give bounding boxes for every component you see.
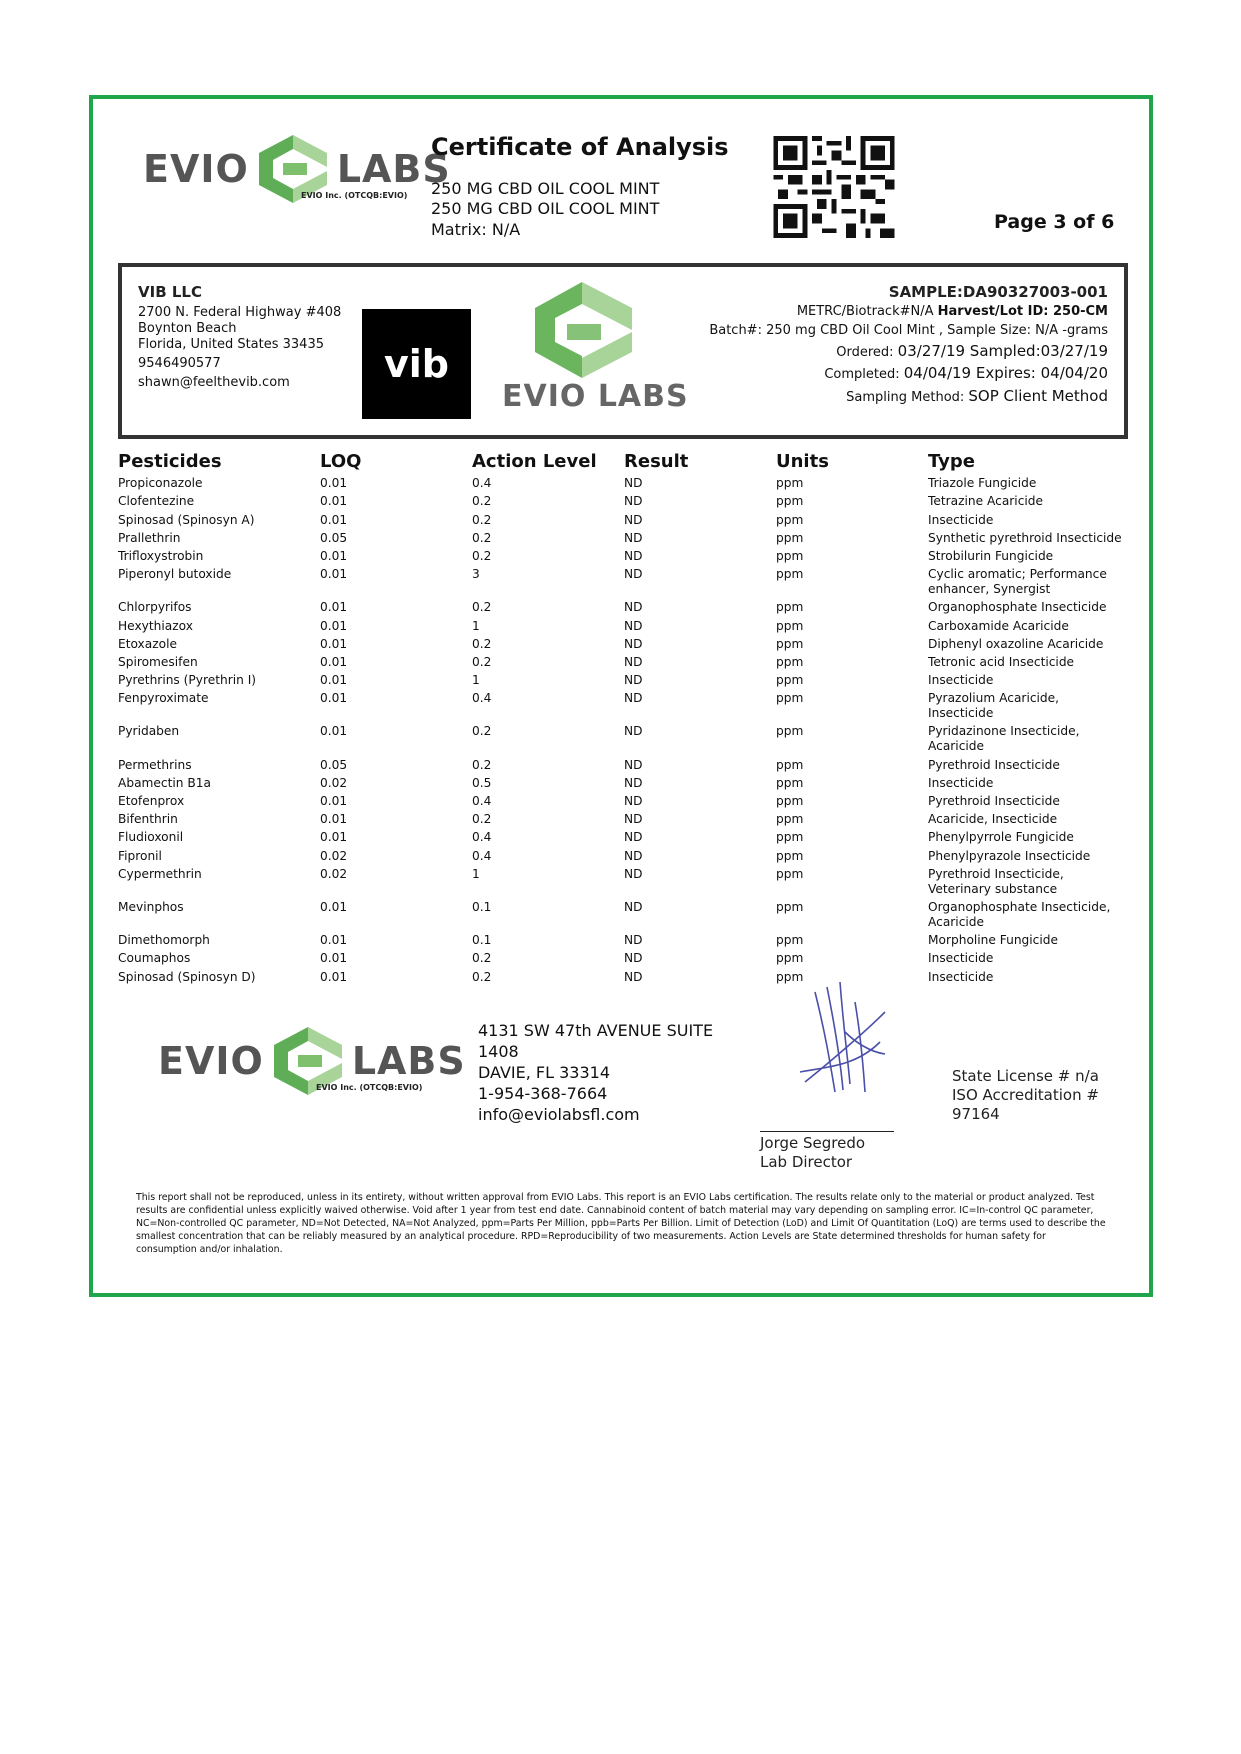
result-value: ND — [624, 724, 643, 739]
client-email: shawn@feelthevib.com — [138, 375, 290, 390]
table-row — [118, 655, 1128, 670]
units-value: ppm — [776, 530, 804, 545]
pesticide-name: Dimethomorph — [118, 933, 210, 948]
type-value: Organophosphate Insecticide — [928, 600, 1107, 615]
table-row — [118, 549, 1128, 564]
harvest-lot-line — [797, 304, 1108, 319]
header-type: Type — [928, 451, 975, 472]
lab-address-line3: DAVIE, FL 33314 — [478, 1063, 611, 1082]
loq-value: 0.01 — [320, 548, 348, 563]
table-row — [118, 849, 1128, 864]
units-value: ppm — [776, 636, 804, 651]
action-level-value: 0.4 — [472, 848, 492, 863]
units-value: ppm — [776, 830, 804, 845]
lab-phone: 1-954-368-7664 — [478, 1084, 608, 1103]
product-name: 250 MG CBD OIL COOL MINT — [431, 179, 660, 198]
pesticide-name: Clofentezine — [118, 494, 195, 509]
action-level-value: 3 — [472, 567, 480, 582]
type-value: Insecticide — [928, 969, 994, 984]
units-value: ppm — [776, 618, 804, 633]
table-row — [118, 513, 1128, 528]
sampling-label: Sampling Method: — [846, 390, 969, 405]
action-level-value: 0.2 — [472, 757, 492, 772]
units-value: ppm — [776, 567, 804, 582]
pesticide-name: Propiconazole — [118, 476, 203, 491]
units-value: ppm — [776, 951, 804, 966]
ordered-label: Ordered: — [836, 345, 898, 360]
loq-value: 0.02 — [320, 866, 348, 881]
pesticide-name: Spinosad (Spinosyn A) — [118, 512, 255, 527]
page-number: Page 3 of 6 — [994, 211, 1115, 233]
state-license: State License # n/a — [952, 1067, 1099, 1085]
director-name: Jorge Segredo — [760, 1134, 866, 1152]
ordered-value: 03/27/19 Sampled:03/27/19 — [897, 342, 1108, 360]
loq-value: 0.01 — [320, 636, 348, 651]
result-value: ND — [624, 618, 643, 633]
action-level-value: 0.5 — [472, 775, 492, 790]
completed-label: Completed: — [824, 367, 904, 382]
loq-value: 0.01 — [320, 512, 348, 527]
header-units: Units — [776, 451, 829, 472]
units-value: ppm — [776, 654, 804, 669]
units-value: ppm — [776, 673, 804, 688]
units-value: ppm — [776, 548, 804, 563]
footer-logo-word-labs: LABS — [351, 1039, 466, 1083]
units-value: ppm — [776, 691, 804, 706]
type-value: Strobilurin Fungicide — [928, 548, 1054, 563]
loq-value: 0.01 — [320, 691, 348, 706]
result-value: ND — [624, 775, 643, 790]
pesticide-name: Spiromesifen — [118, 654, 198, 669]
header-loq: LOQ — [320, 451, 362, 472]
units-value: ppm — [776, 848, 804, 863]
pesticide-name: Prallethrin — [118, 530, 181, 545]
action-level-value: 0.4 — [472, 830, 492, 845]
type-value: Pyrethroid Insecticide — [928, 757, 1060, 772]
pesticide-name: Cypermethrin — [118, 866, 202, 881]
result-value: ND — [624, 848, 643, 863]
units-value: ppm — [776, 476, 804, 491]
pesticide-name: Fipronil — [118, 848, 162, 863]
client-logo — [362, 309, 471, 419]
loq-value: 0.01 — [320, 494, 348, 509]
table-body — [118, 476, 1128, 984]
client-logo-text: vib — [384, 342, 449, 386]
action-level-value: 0.2 — [472, 812, 492, 827]
pesticide-name: Mevinphos — [118, 899, 184, 914]
table-row — [118, 567, 1128, 597]
table-row — [118, 794, 1128, 809]
result-value: ND — [624, 969, 643, 984]
type-value: Morpholine Fungicide — [928, 933, 1059, 948]
lab-address-line1: 4131 SW 47th AVENUE SUITE — [478, 1021, 714, 1040]
iso-accreditation-label: ISO Accreditation # — [952, 1086, 1099, 1104]
table-row — [118, 812, 1128, 827]
table-row — [118, 900, 1128, 930]
table-row — [118, 724, 1128, 754]
metrc-label: METRC/Biotrack#N/A — [796, 304, 938, 319]
action-level-value: 0.2 — [472, 494, 492, 509]
action-level-value: 0.1 — [472, 899, 492, 914]
result-value: ND — [624, 812, 643, 827]
action-level-value: 0.2 — [472, 530, 492, 545]
table-row — [118, 673, 1128, 688]
action-level-value: 0.2 — [472, 951, 492, 966]
type-value: Triazole Fungicide — [928, 476, 1037, 491]
client-name: VIB LLC — [138, 283, 202, 301]
pesticide-name: Trifloxystrobin — [118, 548, 204, 563]
signature-line — [760, 1131, 894, 1132]
pesticide-name: Abamectin B1a — [118, 775, 211, 790]
type-value: Tetrazine Acaricide — [928, 494, 1044, 509]
sampling-value: SOP Client Method — [968, 387, 1108, 405]
disclaimer-text: This report shall not be reproduced, unless in its entirety, without written approval from EVIO Labs. This report is an EVIO Labs certification. The results relate only to the material or product analyzed. Test results are confidential unless explicitly waived otherwise. Void after 1 year from test end date. Cannabinoid content of batch material may vary depending on sampling error. IC=In-control QC parameter, NC=Non-controlled QC parameter, ND=Not Detected, NA=Not Analyzed, ppm=Parts Per Million, ppb=Parts Per Billion. Limit of Detection (LoD) and Limit Of Quantitation (LoQ) are terms used to describe the smallest concentration that can be reliably measured by an analytical procedure. RPD=Reproducibility of two measurements. Action Levels are State determined thresholds for human safety for consumption and/or inhalation. — [136, 1192, 1106, 1255]
units-value: ppm — [776, 899, 804, 914]
client-phone: 9546490577 — [138, 356, 221, 371]
pesticide-name: Spinosad (Spinosyn D) — [118, 969, 256, 984]
action-level-value: 0.2 — [472, 724, 492, 739]
type-value: Insecticide — [928, 673, 994, 688]
pesticide-name: Fludioxonil — [118, 830, 184, 845]
director-title: Lab Director — [760, 1153, 853, 1171]
result-value: ND — [624, 476, 643, 491]
loq-value: 0.01 — [320, 567, 348, 582]
pesticide-name: Bifenthrin — [118, 812, 178, 827]
batch-line: Batch#: 250 mg CBD Oil Cool Mint , Sample Size: N/A -grams — [709, 323, 1108, 338]
lab-email: info@eviolabsfl.com — [478, 1105, 640, 1124]
lab-director — [760, 1134, 865, 1172]
action-level-value: 1 — [472, 673, 480, 688]
type-value: Pyrethroid Insecticide, Veterinary substance — [928, 866, 1064, 896]
table-row — [118, 476, 1128, 491]
center-logo-text: EVIO LABS — [502, 379, 689, 414]
result-value: ND — [624, 636, 643, 651]
type-value: Pyridazinone Insecticide, Acaricide — [928, 724, 1080, 754]
result-value: ND — [624, 951, 643, 966]
action-level-value: 0.1 — [472, 933, 492, 948]
document-title: Certificate of Analysis — [431, 133, 729, 161]
type-value: Phenylpyrrole Fungicide — [928, 830, 1074, 845]
action-level-value: 0.4 — [472, 691, 492, 706]
loq-value: 0.01 — [320, 618, 348, 633]
result-value: ND — [624, 654, 643, 669]
loq-value: 0.01 — [320, 830, 348, 845]
units-value: ppm — [776, 600, 804, 615]
type-value: Phenylpyrazole Insecticide — [928, 848, 1091, 863]
pesticide-name: Chlorpyrifos — [118, 600, 192, 615]
pesticides-table — [118, 451, 1128, 985]
type-value: Carboxamide Acaricide — [928, 618, 1069, 633]
completed-line — [824, 364, 1108, 382]
loq-value: 0.05 — [320, 530, 348, 545]
loq-value: 0.01 — [320, 951, 348, 966]
evio-labs-logo — [143, 133, 451, 205]
lab-address — [478, 1020, 713, 1125]
loq-value: 0.01 — [320, 899, 348, 914]
table-row — [118, 531, 1128, 546]
harvest-lot-id: Harvest/Lot ID: 250-CM — [937, 304, 1108, 319]
header-action-level: Action Level — [472, 451, 597, 472]
result-value: ND — [624, 512, 643, 527]
pesticide-name: Etofenprox — [118, 794, 185, 808]
loq-value: 0.01 — [320, 476, 348, 491]
units-value: ppm — [776, 933, 804, 948]
logo-word-labs: LABS — [336, 147, 451, 191]
ordered-line — [836, 342, 1108, 360]
action-level-value: 1 — [472, 618, 480, 633]
qr-code-icon — [771, 136, 897, 238]
pesticide-name: Pyrethrins (Pyrethrin I) — [118, 673, 257, 688]
type-value: Pyrethroid Insecticide — [928, 794, 1060, 808]
sample-id: SAMPLE:DA90327003-001 — [888, 283, 1108, 301]
action-level-value: 0.2 — [472, 636, 492, 651]
header-pesticides: Pesticides — [118, 451, 222, 472]
result-value: ND — [624, 757, 643, 772]
action-level-value: 0.4 — [472, 794, 492, 808]
iso-accreditation-number: 97164 — [952, 1105, 1000, 1123]
logo-word-evio: EVIO — [143, 147, 249, 191]
loq-value: 0.05 — [320, 757, 348, 772]
table-row — [118, 933, 1128, 948]
loq-value: 0.01 — [320, 600, 348, 615]
units-value: ppm — [776, 866, 804, 881]
action-level-value: 0.2 — [472, 654, 492, 669]
pesticide-name: Piperonyl butoxide — [118, 567, 232, 582]
type-value: Tetronic acid Insecticide — [928, 654, 1075, 669]
result-value: ND — [624, 494, 643, 509]
type-value: Insecticide — [928, 775, 994, 790]
table-row — [118, 951, 1128, 966]
table-row — [118, 691, 1128, 721]
table-header — [118, 451, 1128, 473]
units-value: ppm — [776, 812, 804, 827]
pesticide-name: Etoxazole — [118, 636, 177, 651]
type-value: Organophosphate Insecticide, Acaricide — [928, 899, 1111, 929]
pesticide-name: Permethrins — [118, 757, 192, 772]
units-value: ppm — [776, 757, 804, 772]
pesticide-name: Coumaphos — [118, 951, 191, 966]
table-row — [118, 494, 1128, 509]
loq-value: 0.02 — [320, 775, 348, 790]
evio-labs-footer-logo — [158, 1025, 466, 1097]
table-row — [118, 970, 1128, 985]
loq-value: 0.01 — [320, 673, 348, 688]
header-result: Result — [624, 451, 689, 472]
table-row — [118, 637, 1128, 652]
action-level-value: 0.2 — [472, 548, 492, 563]
action-level-value: 1 — [472, 866, 480, 881]
action-level-value: 0.2 — [472, 512, 492, 527]
table-row — [118, 867, 1128, 897]
director-signature-icon — [785, 972, 905, 1102]
product-name-secondary: 250 MG CBD OIL COOL MINT — [431, 199, 660, 218]
client-address-line2: Boynton Beach — [138, 321, 237, 336]
type-value: Diphenyl oxazoline Acaricide — [928, 636, 1104, 651]
action-level-value: 0.4 — [472, 476, 492, 491]
type-value: Acaricide, Insecticide — [928, 812, 1058, 827]
loq-value: 0.01 — [320, 794, 348, 808]
units-value: ppm — [776, 794, 804, 808]
completed-value: 04/04/19 Expires: 04/04/20 — [903, 364, 1108, 382]
result-value: ND — [624, 691, 643, 706]
type-value: Insecticide — [928, 951, 994, 966]
sampling-method-line — [846, 387, 1108, 405]
result-value: ND — [624, 866, 643, 881]
matrix-label: Matrix: N/A — [431, 220, 521, 239]
type-value: Synthetic pyrethroid Insecticide — [928, 530, 1122, 545]
lab-address-line2: 1408 — [478, 1042, 519, 1061]
action-level-value: 0.2 — [472, 600, 492, 615]
table-row — [118, 758, 1128, 773]
footer-logo-subtitle: EVIO Inc. (OTCQB:EVIO) — [316, 1083, 423, 1092]
loq-value: 0.01 — [320, 812, 348, 827]
action-level-value: 0.2 — [472, 969, 492, 984]
result-value: ND — [624, 600, 643, 615]
result-value: ND — [624, 830, 643, 845]
loq-value: 0.01 — [320, 969, 348, 984]
units-value: ppm — [776, 724, 804, 739]
units-value: ppm — [776, 512, 804, 527]
loq-value: 0.01 — [320, 933, 348, 948]
table-row — [118, 600, 1128, 615]
table-row — [118, 830, 1128, 845]
footer-logo-word-evio: EVIO — [158, 1039, 264, 1083]
result-value: ND — [624, 933, 643, 948]
result-value: ND — [624, 548, 643, 563]
result-value: ND — [624, 899, 643, 914]
units-value: ppm — [776, 494, 804, 509]
result-value: ND — [624, 567, 643, 582]
table-row — [118, 776, 1128, 791]
pesticide-name: Pyridaben — [118, 724, 180, 739]
result-value: ND — [624, 794, 643, 808]
loq-value: 0.01 — [320, 654, 348, 669]
client-address-line1: 2700 N. Federal Highway #408 — [138, 305, 342, 320]
result-value: ND — [624, 530, 643, 545]
result-value: ND — [624, 673, 643, 688]
logo-subtitle: EVIO Inc. (OTCQB:EVIO) — [301, 191, 408, 200]
type-value: Cyclic aromatic; Performance enhancer, Synergist — [928, 567, 1107, 597]
pesticide-name: Fenpyroximate — [118, 691, 209, 706]
type-value: Pyrazolium Acaricide, Insecticide — [928, 691, 1060, 721]
loq-value: 0.01 — [320, 724, 348, 739]
units-value: ppm — [776, 775, 804, 790]
loq-value: 0.02 — [320, 848, 348, 863]
table-row — [118, 619, 1128, 634]
pesticide-name: Hexythiazox — [118, 618, 193, 633]
type-value: Insecticide — [928, 512, 994, 527]
units-value: ppm — [776, 969, 804, 984]
license-info — [952, 1067, 1099, 1124]
client-address-line3: Florida, United States 33435 — [138, 337, 324, 352]
